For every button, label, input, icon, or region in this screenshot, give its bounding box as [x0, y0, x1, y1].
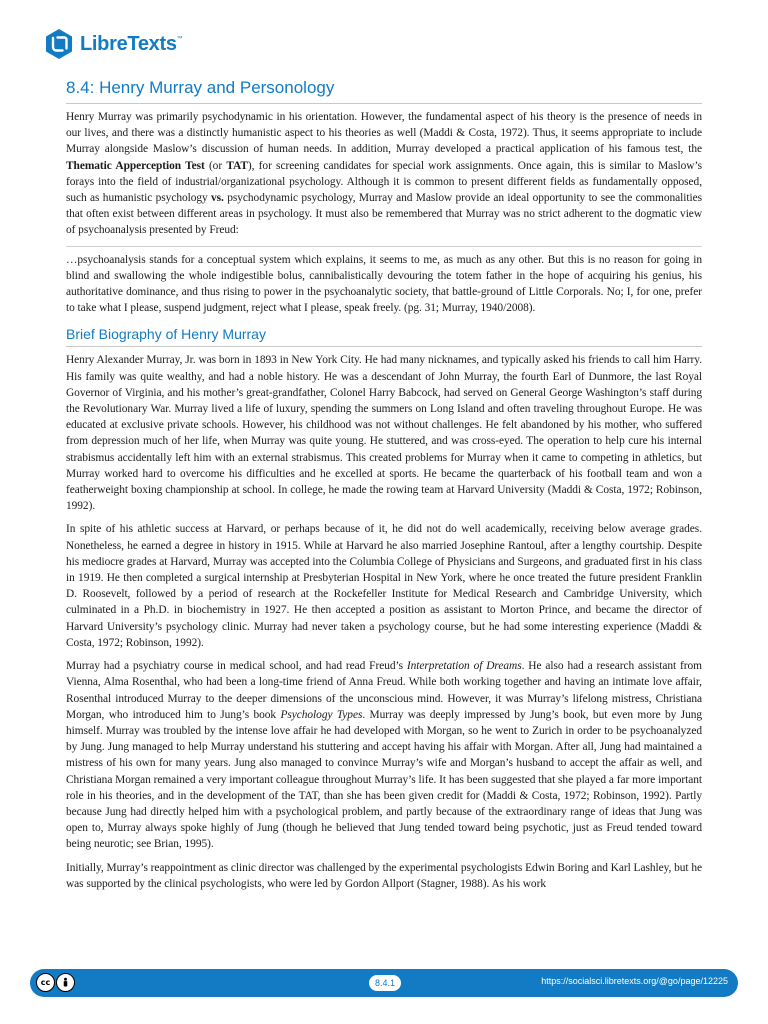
cc-icon: cc	[36, 973, 55, 992]
biography-paragraph-1: Henry Alexander Murray, Jr. was born in 1893 in New York City. He had many nicknames, and typically asked his friends to call him Harry. His family was quite wealthy, and had a noble history. He was a descendant of John Murray, the fourth Earl of Dunmore, the last Royal Governor of Virginia, and his mother’s great-grandfather, Colonel Harry Babcock, had served on General George Washington’s staff during the Revolutionary War. Murray lived a life of luxury, spending the summers on Long Island and often traveling throughout Europe. He was educated at exclusive private schools. However, his childhood was not without challenges. He felt abandoned by his mother, who suffered from depression much of her life, when Murray was quite young. He stuttered, and was cross-eyed. The operation to help cure his internal strabismus accidentally left him with an external strabismus. This created problems for Murray when it came to competing in athletics, but Murray worked hard to overcome his difficulties and he excelled at sports. He became the quarterback of his football team and won a featherweight boxing championship at school. In college, he made the rowing team at Harvard University (Maddi & Costa, 1972; Robinson, 1992).	[66, 354, 702, 513]
page-footer	[30, 969, 738, 997]
biography-paragraph-4: Initially, Murray’s reappointment as clinic director was challenged by the experimental psychologists Edwin Boring and Karl Lashley, but he was supported by the clinical psychologists, who were led by Gordon Allport (Stagner, 1988). As his work	[66, 861, 702, 890]
section-heading-biography: Brief Biography of Henry Murray	[66, 326, 702, 347]
biography-paragraph-2: In spite of his athletic success at Harvard, or perhaps because of it, he did not do well academically, receiving below average grades. Nonetheless, he earned a degree in history in 1915. While at Harvard he also married Josephine Rantoul, after a lengthy courtship. Despite his mediocre grades at Harvard, Murray was accepted into the Columbia College of Physicians and Surgeons, and graduated first in his class in 1919. He then completed a surgical internship at Presbyterian Hospital in New York, where he once treated the future president Franklin D. Roosevelt, followed by a period of research at the Rockefeller Institute for Medical Research and Cambridge University, which culminated in a Ph.D. in biochemistry in 1927. He then accepted a position as assistant to Morton Prince, and became the director of Harvard University’s psychology clinic. Murray had never taken a psychology course, but he had some interesting experience (Maddi & Costa, 1972; Robinson, 1992).	[66, 523, 702, 649]
brand-name[interactable]: LibreTexts™	[80, 32, 183, 55]
site-header	[44, 26, 182, 62]
freud-quote: …psychoanalysis stands for a conceptual system which explains, it seems to me, as much as any other. But this is no reason for going in blind and swallowing the whole indigestible bolus, cannibalistically devouring the totem father in the hope of acquiring his genius, his authoritative dominance, and thus rising to power in the psychoanalytic society, that battle-ground of Little Corporals. No; I, for one, prefer to take what I please, suspend judgment, reject what I please, speak freely. (pg. 31; Murray, 1940/2008).	[66, 246, 702, 317]
attribution-icon	[56, 973, 75, 992]
intro-paragraph: Henry Murray was primarily psychodynamic in his orientation. However, the fundamental aspect of his theory is the presence of needs in our lives, and there was a distinctly humanistic aspect to his theories as well (Maddi & Costa, 1972). Thus, it seems appropriate to include Murray alongside Maslow’s discussion of human needs. In addition, Murray developed a practical application of his famous test, the Thematic Apperception Test (or TAT), for screening candidates for special work assignments. Once again, this is similar to Maslow’s forays into the field of industrial/organizational psychology. Although it is common to present different fields as fundamentally opposed, such as humanistic psychology vs. psychodynamic psychology, Murray and Maslow provide an ideal opportunity to see the commonalities that often exist between different areas in psychology. It must also be remembered that Murray was no strict adherent to the dogmatic view of psychoanalysis presented by Freud:	[66, 111, 702, 237]
main-content	[66, 76, 702, 899]
page-url-link[interactable]: https://socialsci.libretexts.org/@go/page/12225	[541, 976, 728, 986]
page-number: 8.4.1	[369, 975, 401, 991]
page-title: 8.4: Henry Murray and Personology	[66, 78, 702, 104]
biography-paragraph-3: Murray had a psychiatry course in medical school, and had read Freud’s Interpretation of Dreams. He also had a research assistant from Vienna, Alma Rosenthal, who had been a long-time friend of Anna Freud. While both working together and having an intimate love affair, Rosenthal introduced Murray to the deeper dimensions of the unconscious mind. However, it was Murray’s lifelong mistress, Christiana Morgan, who introduced him to Jung’s book Psychology Types. Murray was deeply impressed by Jung’s book, but even more by Jung himself. Murray was troubled by the intense love affair he had developed with Morgan, so he went to Zurich in order to be psychoanalyzed by Jung. Jung managed to help Murray understand his stuttering and accept having his affair with Morgan. After all, Jung had maintained a mistress of his own for many years. Jung also managed to convince Murray’s wife and Morgan’s husband to accept the affair as well, and Christiana Morgan remained a very important colleague throughout Murray’s life. It has been suggested that she played a far more important role in his theories, and in the development of the TAT, than she has been given credit for (Maddi & Costa, 1972; Robinson, 1992). Partly because Jung had directly helped him with a psychological problem, and partly because of the extraordinary range of ideas that Jung was open to, Murray always spoke highly of Jung (though he believed that Jung tended toward being psychotic, just as Freud tended toward being neurotic; see Brian, 1995).	[66, 660, 703, 851]
libretexts-logo-icon[interactable]	[44, 28, 74, 60]
license-badge[interactable]	[36, 973, 75, 993]
